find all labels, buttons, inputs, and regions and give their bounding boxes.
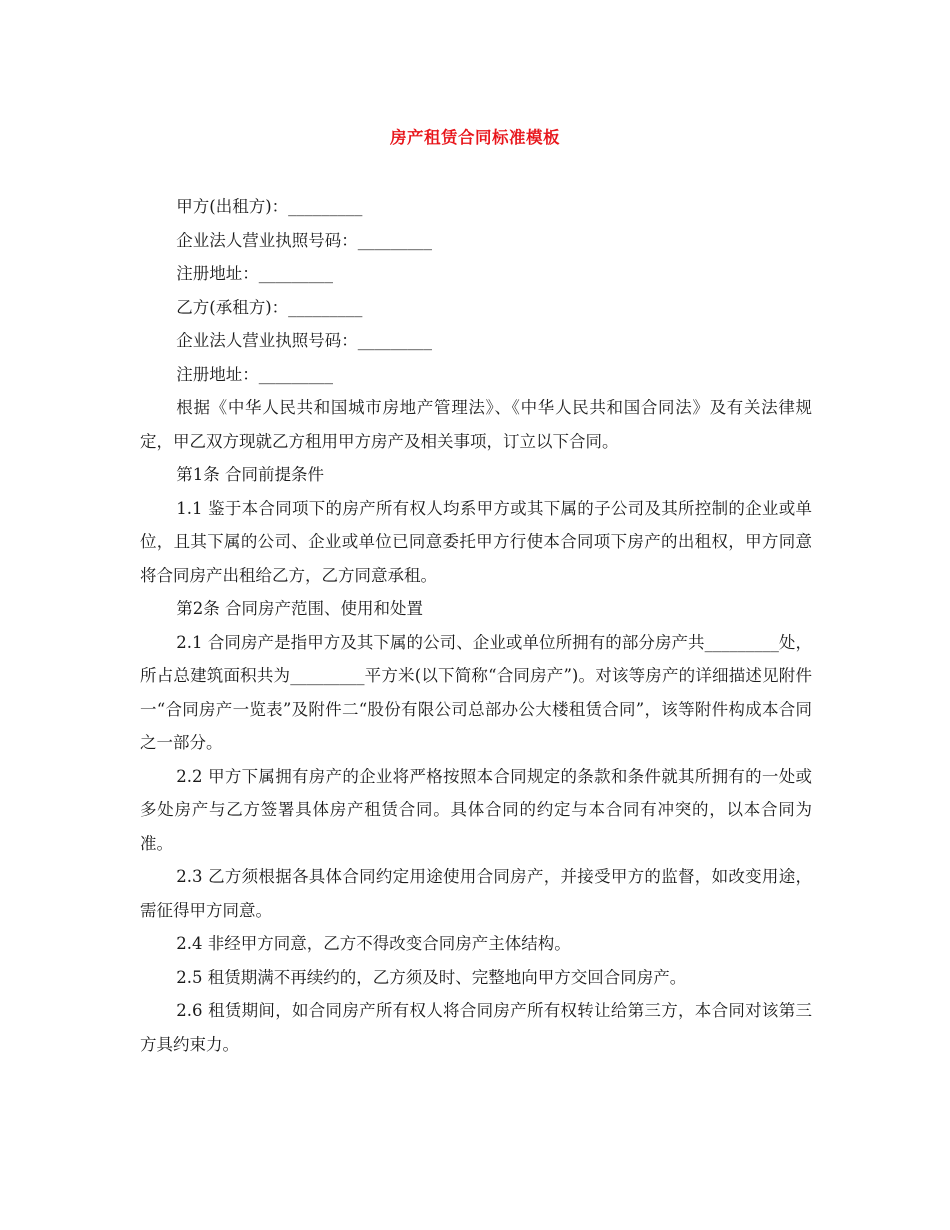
clause-2-2: 2.2 甲方下属拥有房产的企业将严格按照本合同规定的条款和条件就其所拥有的一处或多处房产与乙方签署具体房产租赁合同。具体合同的约定与本合同有冲突的，以本合同为准。 [140,766,812,853]
party-b-address-field: 注册地址：_________ [176,364,334,384]
article-2-heading: 第2条 合同房产范围、使用和处置 [176,599,424,618]
party-a-name-field: 甲方(出租方)：_________ [176,197,363,216]
clause-1-1: 1.1 鉴于本合同项下的房产所有权人均系甲方或其下属的子公司及其所控制的企业或单位，且其下属的公司、企业或单位已同意委托甲方行使本合同项下房产的出租权，甲方同意将合同房产出租给乙方，乙方同意承租。 [140,498,812,585]
party-a-license-field: 企业法人营业执照号码：_________ [176,230,433,250]
clause-2-1: 2.1 合同房产是指甲方及其下属的公司、企业或单位所拥有的部分房产共_________处，所占总建筑面积共为_________平方米(以下简称“合同房产”)。对该等房产的详细描述见附件一“合同房产一览表”及附件二“股份有限公司总部办公大楼租赁合同”，该等附件构成本合同之一部分。 [140,632,812,752]
party-b-license-field: 企业法人营业执照号码：_________ [176,331,433,350]
party-b-name-field: 乙方(承租方)：_________ [176,297,363,317]
clause-2-5: 2.5 租赁期满不再续约的，乙方须及时、完整地向甲方交回合同房产。 [176,967,687,987]
clause-2-4: 2.4 非经甲方同意，乙方不得改变合同房产主体结构。 [176,934,571,953]
clause-2-6: 2.6 租赁期间，如合同房产所有权人将合同房产所有权转让给第三方，本合同对该第三方具约束力。 [140,1001,812,1054]
article-1-heading: 第1条 合同前提条件 [176,465,325,484]
preamble-paragraph: 根据《中华人民共和国城市房地产管理法》、《中华人民共和国合同法》及有关法律规定，甲乙双方现就乙方租用甲方房产及相关事项，订立以下合同。 [140,398,812,451]
document-body [140,190,812,1061]
clause-2-3: 2.3 乙方须根据各具体合同约定用途使用合同房产，并接受甲方的监督，如改变用途，需征得甲方同意。 [140,867,812,920]
document-title: 房产租赁合同标准模板 [390,128,560,147]
party-a-address-field: 注册地址：_________ [176,264,334,283]
